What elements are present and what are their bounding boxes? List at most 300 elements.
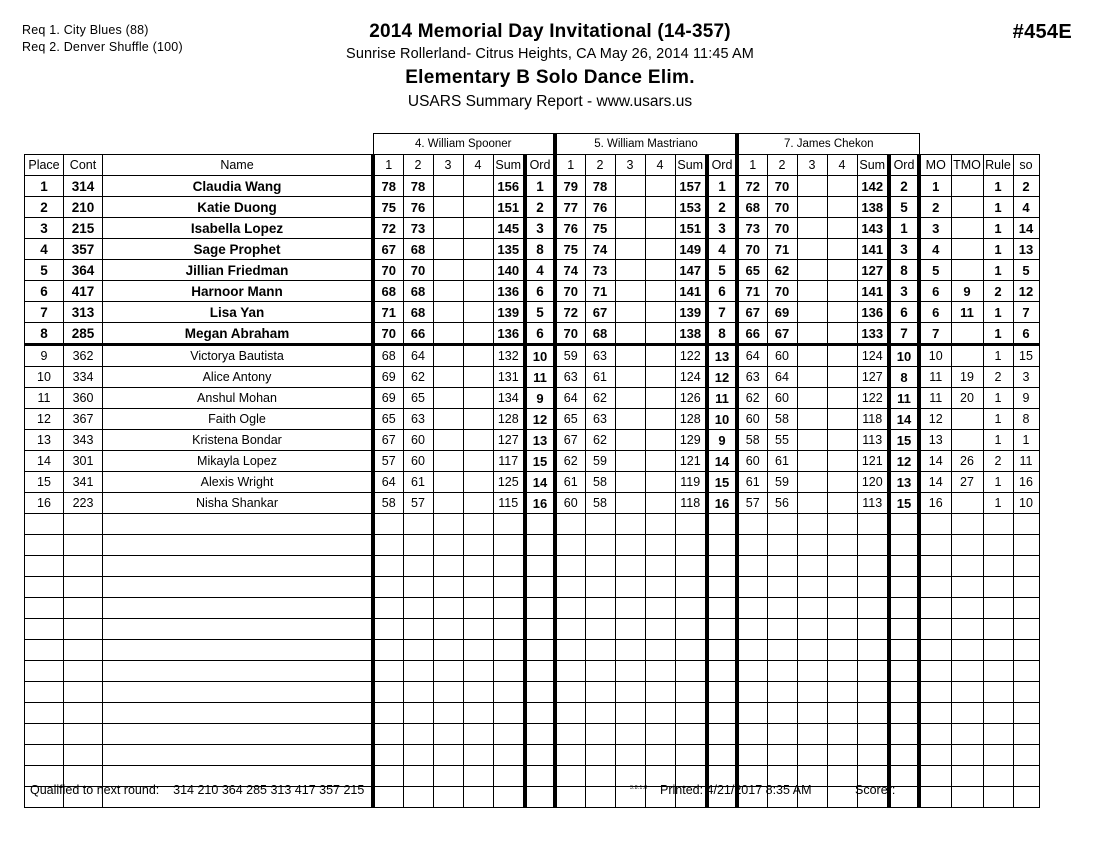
table-row-empty bbox=[25, 661, 1040, 682]
cell-j2-score-2 bbox=[585, 766, 615, 787]
cell-j2-score-3 bbox=[615, 724, 645, 745]
table-row-empty bbox=[25, 640, 1040, 661]
cell-mo bbox=[919, 619, 951, 640]
cell-j2-ord bbox=[707, 535, 737, 556]
cell-j1-ord: 8 bbox=[525, 239, 555, 260]
cell-j1-score-3 bbox=[433, 451, 463, 472]
cell-j1-score-3 bbox=[433, 556, 463, 577]
cell-mo: 1 bbox=[919, 176, 951, 197]
cell-tmo bbox=[951, 514, 983, 535]
cell-tmo: 11 bbox=[951, 302, 983, 323]
cell-place: 10 bbox=[25, 367, 64, 388]
cell-j1-ord bbox=[525, 724, 555, 745]
cell-rule bbox=[983, 661, 1013, 682]
report-subtitle: USARS Summary Report - www.usars.us bbox=[407, 93, 693, 110]
cell-mo bbox=[919, 724, 951, 745]
header-j2-s2: 2 bbox=[585, 155, 615, 176]
cell-j1-ord bbox=[525, 619, 555, 640]
cell-j1-score-1: 67 bbox=[373, 239, 403, 260]
cell-j1-score-2: 62 bbox=[403, 367, 433, 388]
cell-j2-sum bbox=[675, 535, 707, 556]
cell-j3-score-4 bbox=[827, 598, 857, 619]
cell-name bbox=[103, 703, 374, 724]
cell-j2-score-1: 79 bbox=[555, 176, 585, 197]
cell-j3-ord bbox=[889, 619, 919, 640]
cell-j2-score-2 bbox=[585, 682, 615, 703]
header-j1-ord: Ord bbox=[525, 155, 555, 176]
cell-j2-sum: 121 bbox=[675, 451, 707, 472]
cell-j2-score-4 bbox=[645, 535, 675, 556]
cell-j2-ord: 13 bbox=[707, 345, 737, 367]
cell-j3-score-4 bbox=[827, 745, 857, 766]
cell-j2-score-3 bbox=[615, 239, 645, 260]
cell-j2-score-3 bbox=[615, 514, 645, 535]
cell-j1-score-3 bbox=[433, 323, 463, 345]
cell-so: 7 bbox=[1013, 302, 1039, 323]
cell-j2-sum: 118 bbox=[675, 493, 707, 514]
cell-j2-score-1 bbox=[555, 577, 585, 598]
cell-j1-score-4 bbox=[463, 302, 493, 323]
cell-j3-score-4 bbox=[827, 640, 857, 661]
header-j2-s3: 3 bbox=[615, 155, 645, 176]
cell-j1-score-1: 58 bbox=[373, 493, 403, 514]
cell-j3-ord: 3 bbox=[889, 239, 919, 260]
header-j3-s4: 4 bbox=[827, 155, 857, 176]
cell-cont: 343 bbox=[64, 430, 103, 451]
version-string: 3.8.1.8 bbox=[630, 785, 648, 791]
cell-j3-score-3 bbox=[797, 640, 827, 661]
cell-name bbox=[103, 724, 374, 745]
cell-j1-score-4 bbox=[463, 388, 493, 409]
cell-j1-score-4 bbox=[463, 661, 493, 682]
cell-j3-score-2 bbox=[767, 682, 797, 703]
cell-so: 6 bbox=[1013, 323, 1039, 345]
cell-j3-score-2 bbox=[767, 577, 797, 598]
cell-j3-score-2: 70 bbox=[767, 218, 797, 239]
cell-j1-ord bbox=[525, 766, 555, 787]
cell-j2-ord: 16 bbox=[707, 493, 737, 514]
cell-j1-score-1 bbox=[373, 535, 403, 556]
cell-j2-ord bbox=[707, 703, 737, 724]
cell-place: 14 bbox=[25, 451, 64, 472]
cell-name: Anshul Mohan bbox=[103, 388, 374, 409]
cell-j3-score-4 bbox=[827, 367, 857, 388]
cell-mo: 7 bbox=[919, 323, 951, 345]
cell-j3-score-2: 60 bbox=[767, 345, 797, 367]
cell-j3-ord bbox=[889, 535, 919, 556]
cell-j1-score-2: 66 bbox=[403, 323, 433, 345]
cell-so bbox=[1013, 514, 1039, 535]
cell-j3-score-1: 67 bbox=[737, 302, 767, 323]
cell-cont: 360 bbox=[64, 388, 103, 409]
cell-j3-score-4 bbox=[827, 619, 857, 640]
cell-place: 2 bbox=[25, 197, 64, 218]
cell-j3-sum: 122 bbox=[857, 388, 889, 409]
cell-j1-score-3 bbox=[433, 430, 463, 451]
cell-j1-score-4 bbox=[463, 493, 493, 514]
cell-rule bbox=[983, 514, 1013, 535]
cell-so bbox=[1013, 682, 1039, 703]
cell-j2-ord: 3 bbox=[707, 218, 737, 239]
judge-2-header: 5. William Mastriano bbox=[555, 134, 737, 155]
cell-j2-sum: 126 bbox=[675, 388, 707, 409]
judge-3-header: 7. James Chekon bbox=[737, 134, 919, 155]
table-row bbox=[25, 430, 1040, 451]
cell-name bbox=[103, 535, 374, 556]
cell-j2-score-1 bbox=[555, 640, 585, 661]
cell-j2-score-2: 78 bbox=[585, 176, 615, 197]
cell-j1-score-4 bbox=[463, 703, 493, 724]
cell-j3-score-2 bbox=[767, 598, 797, 619]
cell-j1-score-4 bbox=[463, 260, 493, 281]
cell-j2-score-4 bbox=[645, 514, 675, 535]
cell-j2-score-3 bbox=[615, 260, 645, 281]
cell-tmo bbox=[951, 176, 983, 197]
cell-j2-ord bbox=[707, 682, 737, 703]
cell-j3-score-1 bbox=[737, 745, 767, 766]
cell-j2-score-2 bbox=[585, 724, 615, 745]
cell-place: 1 bbox=[25, 176, 64, 197]
cell-j3-sum bbox=[857, 577, 889, 598]
cell-tmo: 20 bbox=[951, 388, 983, 409]
header-j1-s1: 1 bbox=[373, 155, 403, 176]
cell-j1-score-1: 69 bbox=[373, 388, 403, 409]
cell-j1-score-1: 71 bbox=[373, 302, 403, 323]
cell-j1-score-4 bbox=[463, 345, 493, 367]
cell-j3-ord: 8 bbox=[889, 367, 919, 388]
judge-band-row bbox=[25, 134, 1040, 155]
cell-so: 8 bbox=[1013, 409, 1039, 430]
cell-j1-sum: 135 bbox=[493, 239, 525, 260]
cell-j3-sum: 143 bbox=[857, 218, 889, 239]
cell-j1-score-1 bbox=[373, 682, 403, 703]
cell-j3-score-1: 58 bbox=[737, 430, 767, 451]
cell-j3-ord bbox=[889, 514, 919, 535]
cell-tmo bbox=[951, 493, 983, 514]
cell-mo: 16 bbox=[919, 493, 951, 514]
header-cont: Cont bbox=[64, 155, 103, 176]
cell-j3-score-2: 69 bbox=[767, 302, 797, 323]
cell-rule bbox=[983, 766, 1013, 787]
cell-j1-score-4 bbox=[463, 745, 493, 766]
cell-place bbox=[25, 682, 64, 703]
event-title: 2014 Memorial Day Invitational (14-357) bbox=[369, 21, 731, 42]
cell-j2-score-2: 68 bbox=[585, 323, 615, 345]
header-j3-s1: 1 bbox=[737, 155, 767, 176]
cell-cont bbox=[64, 682, 103, 703]
cell-j3-ord: 2 bbox=[889, 176, 919, 197]
cell-j1-sum bbox=[493, 703, 525, 724]
cell-j1-ord: 6 bbox=[525, 281, 555, 302]
cell-so bbox=[1013, 577, 1039, 598]
cell-j1-score-4 bbox=[463, 176, 493, 197]
cell-place: 11 bbox=[25, 388, 64, 409]
cell-place: 12 bbox=[25, 409, 64, 430]
cell-mo bbox=[919, 661, 951, 682]
cell-tmo: 19 bbox=[951, 367, 983, 388]
cell-j1-score-2: 61 bbox=[403, 472, 433, 493]
cell-j1-score-2 bbox=[403, 598, 433, 619]
cell-j1-sum bbox=[493, 766, 525, 787]
table-row-empty bbox=[25, 682, 1040, 703]
cell-j2-score-3 bbox=[615, 598, 645, 619]
venue-datetime: Sunrise Rollerland- Citrus Heights, CA May 26, 2014 11:45 AM bbox=[346, 46, 754, 62]
header-j3-s2: 2 bbox=[767, 155, 797, 176]
cell-j2-score-3 bbox=[615, 367, 645, 388]
cell-j3-ord bbox=[889, 682, 919, 703]
cell-j1-ord: 12 bbox=[525, 409, 555, 430]
cell-j3-score-4 bbox=[827, 218, 857, 239]
cell-j2-score-4 bbox=[645, 640, 675, 661]
table-row-empty bbox=[25, 724, 1040, 745]
cell-cont bbox=[64, 640, 103, 661]
cell-j1-ord: 9 bbox=[525, 388, 555, 409]
cell-j1-score-4 bbox=[463, 682, 493, 703]
cell-j2-score-1 bbox=[555, 661, 585, 682]
cell-j2-score-4 bbox=[645, 197, 675, 218]
cell-j3-sum: 136 bbox=[857, 302, 889, 323]
cell-j2-ord: 14 bbox=[707, 451, 737, 472]
cell-j1-score-2: 76 bbox=[403, 197, 433, 218]
cell-rule bbox=[983, 703, 1013, 724]
cell-j2-score-2: 58 bbox=[585, 493, 615, 514]
cell-j3-score-2 bbox=[767, 724, 797, 745]
cell-j3-score-4 bbox=[827, 451, 857, 472]
cell-rule: 1 bbox=[983, 176, 1013, 197]
header-j3-ord: Ord bbox=[889, 155, 919, 176]
cell-rule bbox=[983, 619, 1013, 640]
cell-j2-score-2 bbox=[585, 514, 615, 535]
cell-j3-score-4 bbox=[827, 409, 857, 430]
cell-name: Alice Antony bbox=[103, 367, 374, 388]
cell-j3-ord bbox=[889, 598, 919, 619]
cell-name: Nisha Shankar bbox=[103, 493, 374, 514]
cell-tmo: 9 bbox=[951, 281, 983, 302]
cell-j1-sum: 131 bbox=[493, 367, 525, 388]
cell-j1-score-3 bbox=[433, 472, 463, 493]
cell-j1-sum: 136 bbox=[493, 323, 525, 345]
cell-j3-ord: 1 bbox=[889, 218, 919, 239]
cell-place bbox=[25, 535, 64, 556]
cell-j1-sum: 151 bbox=[493, 197, 525, 218]
cell-j1-score-1 bbox=[373, 577, 403, 598]
event-name: Elementary B Solo Dance Elim. bbox=[405, 67, 695, 88]
cell-j1-ord bbox=[525, 577, 555, 598]
cell-j3-score-2 bbox=[767, 514, 797, 535]
cell-j1-score-1 bbox=[373, 640, 403, 661]
cell-j2-score-1: 63 bbox=[555, 367, 585, 388]
cell-j3-score-4 bbox=[827, 430, 857, 451]
cell-j3-ord: 13 bbox=[889, 472, 919, 493]
cell-j1-score-3 bbox=[433, 176, 463, 197]
cell-j2-score-3 bbox=[615, 197, 645, 218]
cell-j1-score-3 bbox=[433, 493, 463, 514]
cell-j3-score-1: 65 bbox=[737, 260, 767, 281]
cell-j2-score-2: 63 bbox=[585, 409, 615, 430]
cell-j3-ord bbox=[889, 703, 919, 724]
cell-name bbox=[103, 598, 374, 619]
cell-cont bbox=[64, 535, 103, 556]
table-row bbox=[25, 388, 1040, 409]
cell-j2-ord: 6 bbox=[707, 281, 737, 302]
cell-j2-score-1: 59 bbox=[555, 345, 585, 367]
cell-j2-score-2: 61 bbox=[585, 367, 615, 388]
cell-j1-score-4 bbox=[463, 281, 493, 302]
cell-j2-score-3 bbox=[615, 577, 645, 598]
cell-j2-score-4 bbox=[645, 451, 675, 472]
cell-j1-score-1 bbox=[373, 745, 403, 766]
cell-j2-sum: 139 bbox=[675, 302, 707, 323]
cell-j3-sum: 127 bbox=[857, 260, 889, 281]
cell-j1-score-4 bbox=[463, 556, 493, 577]
table-row bbox=[25, 260, 1040, 281]
cell-j3-score-1: 62 bbox=[737, 388, 767, 409]
cell-j3-score-3 bbox=[797, 239, 827, 260]
cell-j1-sum bbox=[493, 724, 525, 745]
cell-j2-sum: 157 bbox=[675, 176, 707, 197]
cell-j2-score-3 bbox=[615, 640, 645, 661]
cell-j1-score-2 bbox=[403, 703, 433, 724]
cell-place bbox=[25, 598, 64, 619]
cell-tmo bbox=[951, 409, 983, 430]
cell-j1-score-4 bbox=[463, 197, 493, 218]
cell-so bbox=[1013, 724, 1039, 745]
cell-j2-score-2 bbox=[585, 787, 615, 808]
cell-tmo bbox=[951, 682, 983, 703]
cell-j1-ord bbox=[525, 556, 555, 577]
cell-j3-score-1: 60 bbox=[737, 451, 767, 472]
cell-mo: 11 bbox=[919, 367, 951, 388]
cell-j1-ord: 13 bbox=[525, 430, 555, 451]
cell-cont: 367 bbox=[64, 409, 103, 430]
cell-cont: 364 bbox=[64, 260, 103, 281]
cell-place: 16 bbox=[25, 493, 64, 514]
cell-j2-score-4 bbox=[645, 472, 675, 493]
cell-j2-sum: 119 bbox=[675, 472, 707, 493]
cell-j2-sum bbox=[675, 619, 707, 640]
cell-j2-sum bbox=[675, 724, 707, 745]
cell-j3-score-2: 67 bbox=[767, 323, 797, 345]
cell-j2-score-3 bbox=[615, 430, 645, 451]
cell-rule: 1 bbox=[983, 302, 1013, 323]
cell-tmo bbox=[951, 598, 983, 619]
cell-j1-sum bbox=[493, 556, 525, 577]
cell-so bbox=[1013, 766, 1039, 787]
qualified-label: Qualified to next round: bbox=[30, 783, 160, 797]
cell-j3-score-2: 55 bbox=[767, 430, 797, 451]
cell-place bbox=[25, 577, 64, 598]
cell-j3-score-4 bbox=[827, 535, 857, 556]
cell-j3-score-2 bbox=[767, 619, 797, 640]
cell-j2-score-3 bbox=[615, 493, 645, 514]
cell-j3-ord: 11 bbox=[889, 388, 919, 409]
cell-j2-score-4 bbox=[645, 724, 675, 745]
cell-j3-score-2: 56 bbox=[767, 493, 797, 514]
cell-so bbox=[1013, 661, 1039, 682]
cell-rule: 1 bbox=[983, 323, 1013, 345]
cell-j1-score-1: 78 bbox=[373, 176, 403, 197]
cell-j1-score-1: 65 bbox=[373, 409, 403, 430]
cell-so: 13 bbox=[1013, 239, 1039, 260]
cell-j1-score-3 bbox=[433, 724, 463, 745]
cell-j2-score-2 bbox=[585, 703, 615, 724]
cell-j3-ord: 15 bbox=[889, 493, 919, 514]
cell-so: 5 bbox=[1013, 260, 1039, 281]
cell-cont: 314 bbox=[64, 176, 103, 197]
cell-j1-score-3 bbox=[433, 535, 463, 556]
cell-place: 8 bbox=[25, 323, 64, 345]
cell-j1-ord: 5 bbox=[525, 302, 555, 323]
cell-j3-score-3 bbox=[797, 388, 827, 409]
cell-j3-score-3 bbox=[797, 724, 827, 745]
cell-j2-sum: 122 bbox=[675, 345, 707, 367]
cell-j3-score-2: 61 bbox=[767, 451, 797, 472]
cell-j3-score-1 bbox=[737, 640, 767, 661]
cell-j1-score-1: 70 bbox=[373, 260, 403, 281]
cell-j2-score-4 bbox=[645, 430, 675, 451]
cell-j1-ord: 6 bbox=[525, 323, 555, 345]
cell-j1-score-2 bbox=[403, 556, 433, 577]
cell-j1-score-3 bbox=[433, 388, 463, 409]
cell-j3-score-1: 70 bbox=[737, 239, 767, 260]
cell-j1-score-2 bbox=[403, 787, 433, 808]
cell-j3-score-4 bbox=[827, 239, 857, 260]
cell-so bbox=[1013, 703, 1039, 724]
cell-mo: 6 bbox=[919, 281, 951, 302]
header-j1-s2: 2 bbox=[403, 155, 433, 176]
cell-j1-score-2 bbox=[403, 661, 433, 682]
cell-tmo bbox=[951, 745, 983, 766]
cell-j3-score-4 bbox=[827, 281, 857, 302]
cell-j2-score-2 bbox=[585, 535, 615, 556]
cell-mo bbox=[919, 514, 951, 535]
cell-tmo bbox=[951, 766, 983, 787]
cell-j3-score-4 bbox=[827, 302, 857, 323]
cell-j3-score-1 bbox=[737, 556, 767, 577]
cell-so: 11 bbox=[1013, 451, 1039, 472]
cell-j1-ord: 3 bbox=[525, 218, 555, 239]
cell-j3-ord bbox=[889, 640, 919, 661]
cell-j1-score-2 bbox=[403, 745, 433, 766]
cell-rule: 2 bbox=[983, 451, 1013, 472]
cell-j3-score-1 bbox=[737, 703, 767, 724]
cell-j2-ord: 15 bbox=[707, 472, 737, 493]
cell-j2-ord bbox=[707, 661, 737, 682]
cell-j2-score-4 bbox=[645, 176, 675, 197]
cell-j1-score-1: 68 bbox=[373, 345, 403, 367]
cell-name bbox=[103, 640, 374, 661]
cell-rule bbox=[983, 745, 1013, 766]
cell-rule: 2 bbox=[983, 281, 1013, 302]
table-row-empty bbox=[25, 577, 1040, 598]
cell-j3-sum: 113 bbox=[857, 430, 889, 451]
cell-j2-ord bbox=[707, 598, 737, 619]
cell-j3-score-3 bbox=[797, 176, 827, 197]
cell-j2-score-4 bbox=[645, 409, 675, 430]
cell-j3-sum bbox=[857, 619, 889, 640]
printed-timestamp: Printed: 4/21/2017 8:35 AM bbox=[660, 783, 812, 797]
table-row bbox=[25, 197, 1040, 218]
cell-j2-ord: 12 bbox=[707, 367, 737, 388]
header-j1-s4: 4 bbox=[463, 155, 493, 176]
judge-1-header: 4. William Spooner bbox=[373, 134, 555, 155]
header-j1-s3: 3 bbox=[433, 155, 463, 176]
table-row-empty bbox=[25, 556, 1040, 577]
cell-j2-ord: 7 bbox=[707, 302, 737, 323]
cell-j1-score-4 bbox=[463, 239, 493, 260]
cell-j1-sum: 156 bbox=[493, 176, 525, 197]
cell-j2-score-4 bbox=[645, 661, 675, 682]
